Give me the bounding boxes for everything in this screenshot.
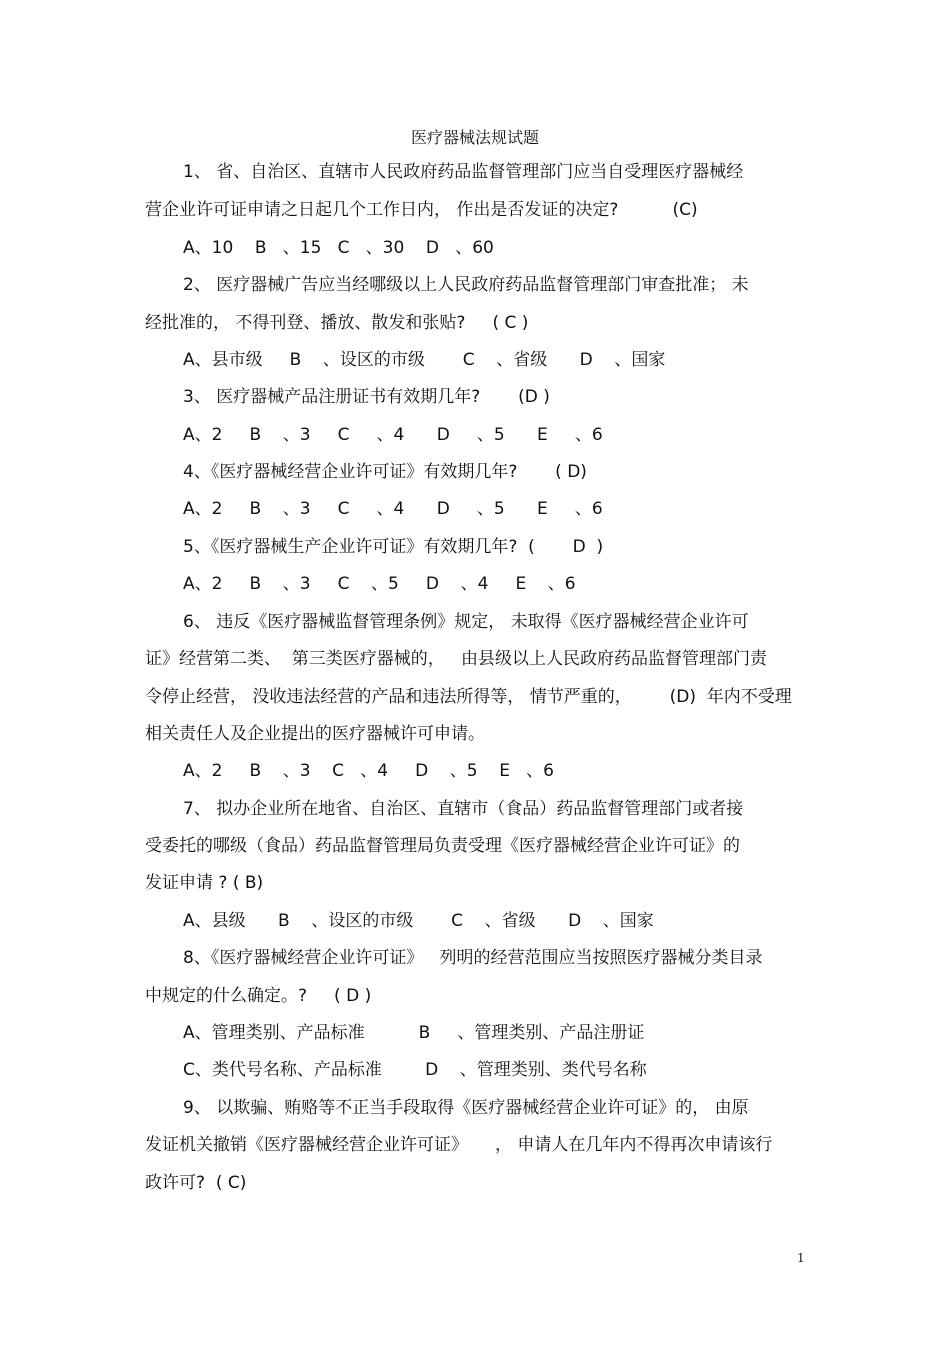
question-5-line-1: 5、《医疗器械生产企业许可证》有效期几年? ( D ) xyxy=(183,537,604,557)
question-2-line-2: 经批准的， 不得刊登、播放、散发和张贴? ( C ) xyxy=(145,313,529,333)
question-8-options-2: C、类代号名称、产品标准 D 、管理类别、类代号名称 xyxy=(183,1060,647,1080)
document-title: 医疗器械法规试题 xyxy=(410,128,539,147)
question-8-line-2: 中规定的什么确定。? ( D ) xyxy=(145,986,372,1006)
question-6-line-4: 相关责任人及企业提出的医疗器械许可申请。 xyxy=(145,724,485,744)
question-2-options: A、县市级 B 、设区的市级 C 、省级 D 、国家 xyxy=(183,350,666,370)
question-3-options: A、2 B 、3 C 、4 D 、5 E 、6 xyxy=(183,425,603,445)
question-7-options: A、县级 B 、设区的市级 C 、省级 D 、国家 xyxy=(183,911,654,931)
question-7-line-1: 7、 拟办企业所在地省、自治区、直辖市（食品）药品监督管理部门或者接 xyxy=(183,799,744,819)
question-8-options-1: A、管理类别、产品标准 B 、管理类别、产品注册证 xyxy=(183,1023,645,1043)
question-6-line-3: 令停止经营， 没收违法经营的产品和违法所得等， 情节严重的， (D) 年内不受理 xyxy=(145,687,792,707)
question-2-line-1: 2、 医疗器械广告应当经哪级以上人民政府药品监督管理部门审查批准； 未 xyxy=(183,275,749,295)
question-4-line-1: 4、《医疗器械经营企业许可证》有效期几年? ( D) xyxy=(183,462,587,482)
question-9-line-2: 发证机关撤销《医疗器械经营企业许可证》 ， 申请人在几年内不得再次申请该行 xyxy=(145,1135,773,1155)
question-3-line-1: 3、 医疗器械产品注册证书有效期几年? (D ) xyxy=(183,387,550,407)
question-6-line-2: 证》经营第二类、 第三类医疗器械的， 由县级以上人民政府药品监督管理部门责 xyxy=(145,649,768,669)
question-9-line-1: 9、 以欺骗、贿赂等不正当手段取得《医疗器械经营企业许可证》的， 由原 xyxy=(183,1098,749,1118)
question-6-options: A、2 B 、3 C 、4 D 、5 E 、6 xyxy=(183,761,554,781)
question-5-options: A、2 B 、3 C 、5 D 、4 E 、6 xyxy=(183,574,576,594)
question-1-line-2: 营企业许可证申请之日起几个工作日内， 作出是否发证的决定? (C) xyxy=(145,200,698,220)
question-6-line-1: 6、 违反《医疗器械监督管理条例》规定， 未取得《医疗器械经营企业许可 xyxy=(183,612,749,632)
question-8-line-1: 8、《医疗器械经营企业许可证》 列明的经营范围应当按照医疗器械分类目录 xyxy=(183,948,763,968)
question-7-line-2: 受委托的哪级（食品）药品监督管理局负责受理《医疗器械经营企业许可证》的 xyxy=(145,836,740,856)
page-number: 1 xyxy=(797,1251,805,1265)
question-4-options: A、2 B 、3 C 、4 D 、5 E 、6 xyxy=(183,499,603,519)
question-9-line-3: 政许可? ( C) xyxy=(145,1173,247,1193)
question-7-line-3: 发证申请 ? ( B) xyxy=(145,873,264,893)
question-1-line-1: 1、 省、自治区、直辖市人民政府药品监督管理部门应当自受理医疗器械经 xyxy=(183,162,744,182)
question-1-options: A、10 B 、15 C 、30 D 、60 xyxy=(183,238,494,258)
